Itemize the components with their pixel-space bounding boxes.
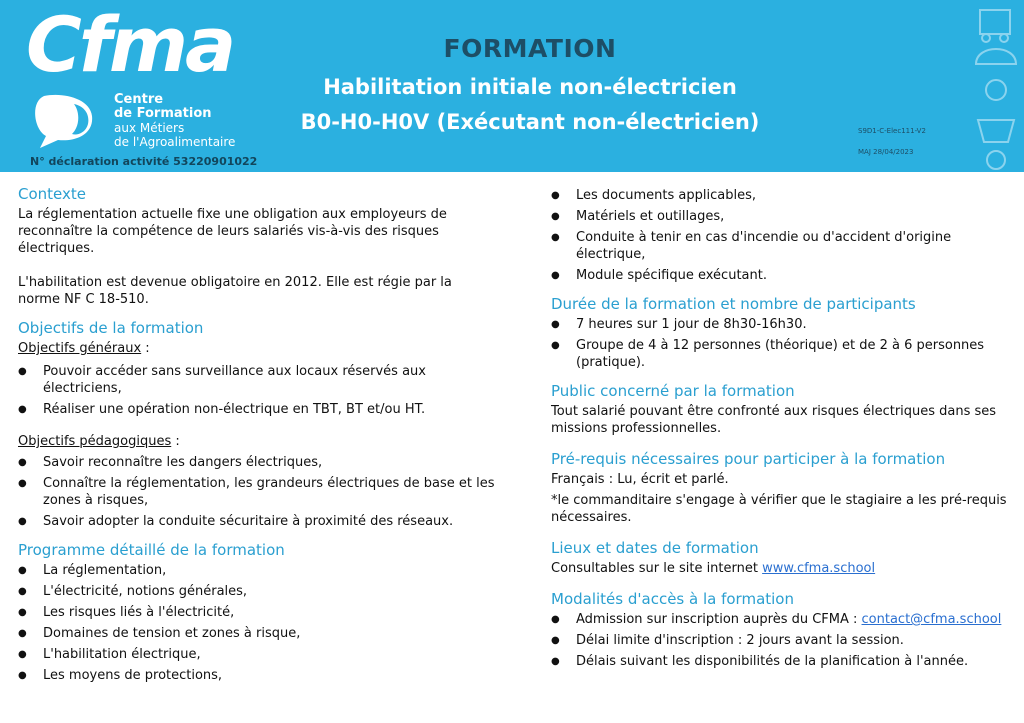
list-item: ● Module spécifique exécutant. [551, 267, 1019, 284]
prerequis-text-1: Français : Lu, écrit et parlé. [551, 472, 729, 487]
page-subtitle-2: B0-H0-H0V (Exécutant non-électricien) [300, 110, 760, 134]
list-item: ● Savoir reconnaître les dangers électriques, [18, 454, 496, 471]
list-item: ● Pouvoir accéder sans surveillance aux locaux réservés aux électriciens, [18, 363, 496, 397]
section-title-lieux: Lieux et dates de formation [551, 539, 759, 557]
objectifs-generaux-label: Objectifs généraux : [18, 341, 150, 356]
decorative-icons [968, 0, 1024, 172]
list-item: ● 7 heures sur 1 jour de 8h30-16h30. [551, 316, 1019, 333]
list-item: ● L'électricité, notions générales, [18, 583, 496, 600]
list-item: ● Connaître la réglementation, les grandeurs électriques de base et les zones à risques, [18, 475, 496, 509]
public-text: Tout salarié pouvant être confronté aux risques électriques dans ses missions professionnelles. [551, 404, 997, 436]
document-reference: S9D1-C-Elec111-V2 [858, 127, 926, 135]
section-title-contexte: Contexte [18, 185, 86, 203]
header-banner [0, 0, 1024, 172]
speech-bubble-icon [32, 92, 102, 150]
list-item: ● La réglementation, [18, 562, 496, 579]
list-item: ● Réaliser une opération non-électrique en TBT, BT et/ou HT. [18, 401, 496, 418]
left-column [18, 186, 496, 688]
page-subtitle-1: Habilitation initiale non-électricien [323, 75, 737, 99]
list-item: ● Les risques liés à l'électricité, [18, 604, 496, 621]
update-date: MAJ 28/04/2023 [858, 148, 914, 156]
page-title: FORMATION [443, 34, 617, 63]
prerequis-text-2: *le commanditaire s'engage à vérifier que le stagiaire a les pré-requis nécessaires. [551, 493, 1007, 525]
list-item: ● L'habilitation électrique, [18, 646, 496, 663]
list-item: ● Délai limite d'inscription : 2 jours avant la session. [551, 632, 1019, 649]
website-link[interactable]: www.cfma.school [762, 561, 876, 576]
modalites-list [551, 611, 1019, 670]
list-item: ● Savoir adopter la conduite sécuritaire à proximité des réseaux. [18, 513, 496, 530]
list-item: ● Conduite à tenir en cas d'incendie ou d'accident d'origine électrique, [551, 229, 1019, 263]
section-title-prerequis: Pré-requis nécessaires pour participer à la formation [551, 450, 946, 468]
list-item: ● Matériels et outillages, [551, 208, 1019, 225]
section-title-programme: Programme détaillé de la formation [18, 541, 285, 559]
section-title-public: Public concerné par la formation [551, 382, 795, 400]
section-title-modalites: Modalités d'accès à la formation [551, 590, 794, 608]
cfma-logo: Cfma [26, 0, 234, 89]
programme-list-right [551, 187, 1019, 284]
objectifs-pedagogiques-list [18, 454, 496, 530]
list-item: ● Les documents applicables, [551, 187, 1019, 204]
list-item: ● Délais suivant les disponibilités de la planification à l'année. [551, 653, 1019, 670]
section-title-duree: Durée de la formation et nombre de participants [551, 295, 916, 313]
objectifs-generaux-list [18, 363, 496, 418]
objectifs-pedagogiques-label: Objectifs pédagogiques : [18, 434, 180, 449]
list-item: ● Domaines de tension et zones à risque, [18, 625, 496, 642]
lieux-text: Consultables sur le site internet www.cfma.school [551, 561, 876, 576]
section-title-objectifs: Objectifs de la formation [18, 319, 204, 337]
right-column [551, 187, 1019, 674]
list-item: ● Groupe de 4 à 12 personnes (théorique) et de 2 à 6 personnes (pratique). [551, 337, 1019, 371]
contact-email-link[interactable]: contact@cfma.school [861, 612, 1002, 627]
contexte-text-2: L'habilitation est devenue obligatoire en 2012. Elle est régie par la norme NF C 18-510. [18, 275, 452, 307]
contexte-text-1: La réglementation actuelle fixe une obligation aux employeurs de reconnaître la compétence de leurs salariés vis-à-vis des risques électriques. [18, 207, 447, 256]
declaration-number: N° déclaration activité 53220901022 [30, 155, 258, 168]
list-item: ● Les moyens de protections, [18, 667, 496, 684]
programme-list-left [18, 562, 496, 684]
duree-list [551, 316, 1019, 371]
list-item: ● Admission sur inscription auprès du CFMA : contact@cfma.school [551, 611, 1019, 628]
center-label: Centre de Formation aux Métiers de l'Agroalimentaire [114, 92, 236, 149]
